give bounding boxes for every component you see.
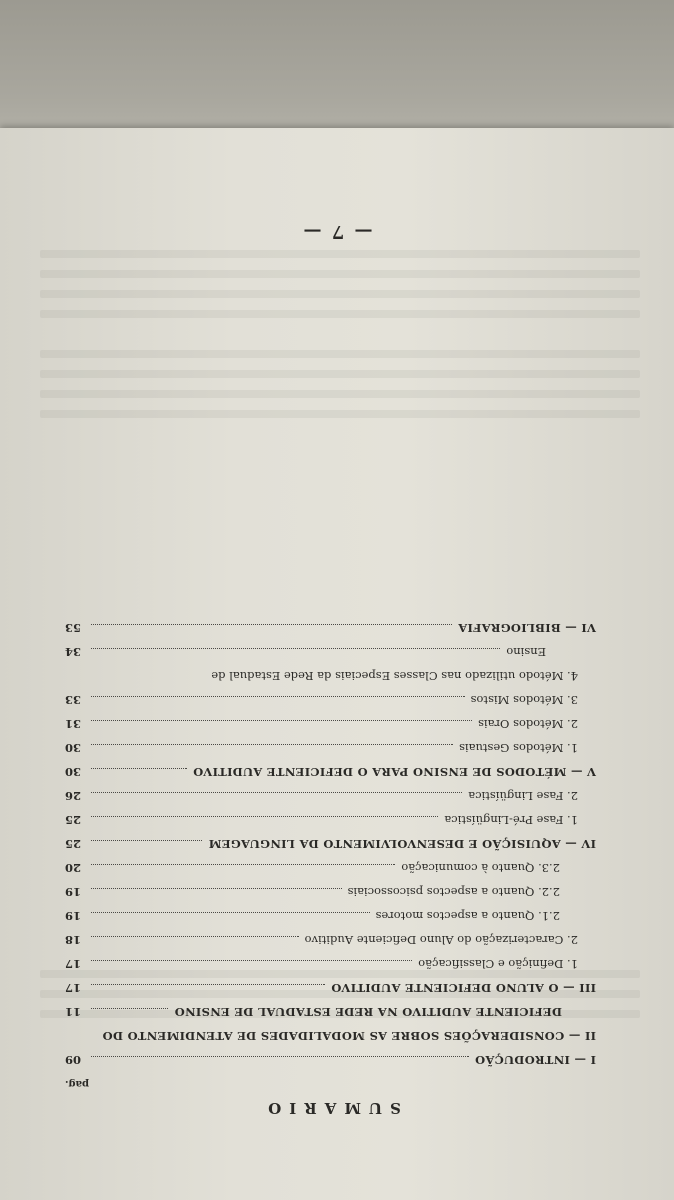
dot-leader bbox=[91, 720, 472, 721]
dot-leader bbox=[91, 1056, 469, 1057]
toc-entry-title: 4. Método utilizado nas Classes Especiais da Rede Estadual de bbox=[211, 669, 578, 683]
toc-entry bbox=[65, 643, 596, 667]
toc-entry bbox=[65, 1003, 596, 1027]
toc-entry-page: 34 bbox=[65, 645, 82, 659]
toc-entry bbox=[65, 835, 596, 859]
toc-entry bbox=[65, 979, 596, 1003]
toc-entry-title: IV — AQUISIÇÃO E DESENVOLVIMENTO DA LINGUAGEM bbox=[208, 837, 596, 851]
page-column-label: pag. bbox=[65, 1078, 89, 1089]
rotated-document-content bbox=[0, 128, 674, 1200]
toc-entry bbox=[65, 955, 596, 979]
toc-entry-title: III — O ALUNO DEFICIENTE AUDITIVO bbox=[331, 981, 596, 995]
toc-entry bbox=[65, 883, 596, 907]
toc-entry-page: 17 bbox=[65, 981, 82, 995]
toc-entry-page: 33 bbox=[65, 693, 82, 707]
toc-entry-title: 1. Fase Pré-Lingüística bbox=[444, 813, 578, 827]
dot-leader bbox=[91, 744, 453, 745]
toc-entry-title: V — MÉTODOS DE ENSINO PARA O DEFICIENTE AUDITIVO bbox=[192, 765, 596, 779]
background-surface bbox=[0, 0, 674, 140]
toc-entry-title: 1. Métodos Gestuais bbox=[459, 741, 578, 755]
dot-leader bbox=[91, 816, 438, 817]
toc-entry-page: 53 bbox=[65, 621, 82, 635]
dot-leader bbox=[91, 648, 500, 649]
toc-entry-page: 30 bbox=[65, 765, 82, 779]
dot-leader bbox=[91, 888, 342, 889]
dot-leader bbox=[91, 912, 370, 913]
toc-entry-title: DEFICIENTE AUDITIVO NA REDE ESTADUAL DE ENSINO bbox=[174, 1005, 562, 1019]
toc-entry-title: I — INTRODUÇÃO bbox=[474, 1053, 596, 1067]
contents-title: SUMARIO bbox=[260, 1099, 401, 1117]
toc-entry-page: 19 bbox=[65, 909, 82, 923]
toc-entry bbox=[65, 739, 596, 763]
toc-entry-title: VI — BIBLIOGRAFIA bbox=[458, 621, 596, 635]
dot-leader bbox=[91, 768, 187, 769]
dot-leader bbox=[91, 984, 325, 985]
toc-entry-title: 2. Fase Lingüística bbox=[468, 789, 578, 803]
toc-entry bbox=[65, 1027, 596, 1051]
toc-entry bbox=[65, 811, 596, 835]
toc-entry bbox=[65, 715, 596, 739]
table-of-contents bbox=[65, 619, 596, 1117]
toc-entry bbox=[65, 787, 596, 811]
toc-entry-page: 09 bbox=[65, 1053, 82, 1067]
dot-leader bbox=[91, 960, 412, 961]
dot-leader bbox=[91, 792, 462, 793]
toc-entry-title: II — CONSIDERAÇÕES SOBRE AS MODALIDADES DE ATENDIMENTO DO bbox=[102, 1029, 596, 1043]
toc-entry-title: 3. Métodos Mistos bbox=[470, 693, 578, 707]
toc-entries bbox=[65, 619, 596, 1075]
toc-entry bbox=[65, 931, 596, 955]
toc-entry-title: 2. Métodos Orais bbox=[478, 717, 578, 731]
toc-entry-page: 25 bbox=[65, 837, 82, 851]
dot-leader bbox=[91, 624, 452, 625]
toc-entry-page: 18 bbox=[65, 933, 82, 947]
toc-entry-page: 11 bbox=[65, 1005, 82, 1019]
toc-entry bbox=[65, 763, 596, 787]
dot-leader bbox=[91, 840, 203, 841]
toc-entry-title: 2.3. Quanto à comunicação bbox=[401, 861, 560, 875]
toc-entry-page: 19 bbox=[65, 885, 82, 899]
toc-entry bbox=[65, 1051, 596, 1075]
dot-leader bbox=[91, 1008, 168, 1009]
page-number: — 7 — bbox=[301, 221, 373, 242]
dot-leader bbox=[91, 936, 299, 937]
toc-entry bbox=[65, 691, 596, 715]
toc-entry-page: 17 bbox=[65, 957, 82, 971]
toc-entry-title: Ensino bbox=[506, 645, 546, 659]
toc-entry-title: 2.1. Quanto a aspectos motores bbox=[375, 909, 560, 923]
toc-entry bbox=[65, 619, 596, 643]
toc-entry bbox=[65, 859, 596, 883]
toc-entry bbox=[65, 667, 596, 691]
toc-entry-page: 31 bbox=[65, 717, 82, 731]
toc-entry bbox=[65, 907, 596, 931]
dot-leader bbox=[91, 864, 395, 865]
toc-entry-title: 2.2. Quanto a aspectos psicossociais bbox=[347, 885, 560, 899]
toc-entry-page: 20 bbox=[65, 861, 82, 875]
toc-entry-title: 1. Definição e Classificação bbox=[418, 957, 578, 971]
toc-entry-title: 2. Caracterização do Aluno Deficiente Auditivo bbox=[304, 933, 578, 947]
dot-leader bbox=[91, 696, 465, 697]
toc-entry-page: 25 bbox=[65, 813, 82, 827]
toc-entry-page: 30 bbox=[65, 741, 82, 755]
toc-entry-page: 26 bbox=[65, 789, 82, 803]
